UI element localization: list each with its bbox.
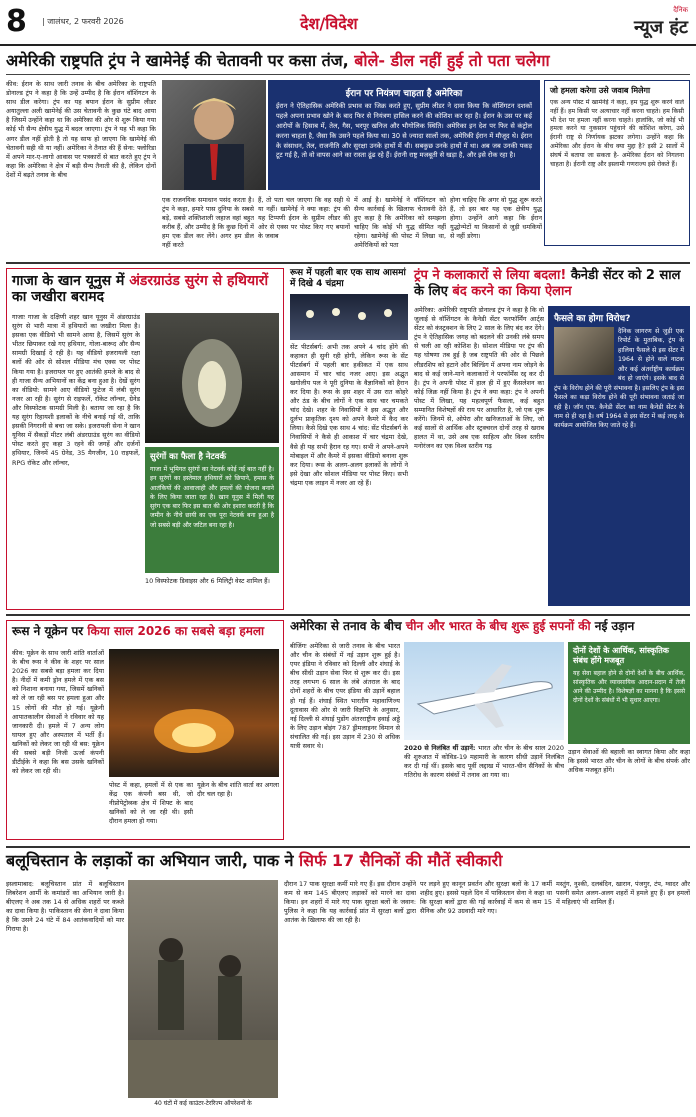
story1-mid-col2: हैं, तो पता चल जाएगा कि वह सही थे या नहीं। खामेनेई ने क्या कहा: ट्रंप की यह टिप्पणी ईरान के सुप्रीम लीडर की ओर से एक्स पर पोस्ट किए गए बयानों के जवाब (258, 196, 350, 241)
story1-navy-box (268, 80, 540, 190)
tunnel-photo (145, 313, 279, 443)
story5-text-right: यूक्रेन के बीच शांति वार्ता का अगला दौर चल रहा है। (197, 781, 279, 799)
story7-headline-red: सिर्फ 17 सैनिकों की मौतें स्वीकारी (299, 851, 503, 870)
navy-box-title: ईरान पर नियंत्रण चाहता है अमेरिका (345, 89, 463, 99)
story1-headline-red: बोले- डील नहीं हुई तो पता चलेगा (354, 51, 550, 70)
story4-headline-red1: ट्रंप ने कलाकारों से लिया बदला! (414, 268, 571, 283)
date-line: | जालंधर, 2 फरवरी 2026 (42, 17, 124, 26)
story4-box-title: फैसले का होगा विरोध? (554, 314, 631, 324)
divider (6, 614, 690, 616)
story4-headline-black: कैनेडी सेंटर को 2 साल के लिए (414, 268, 681, 299)
section-title: देश/विदेश (300, 14, 358, 33)
story7-headline-black1: बलूचिस्तान के लड़ाकों का अभियान जारी, पाक ने (6, 851, 300, 870)
moon-icon (290, 294, 408, 340)
story6-headline-black1: अमेरिका से तनाव के बीच (290, 619, 406, 633)
story5-box (6, 620, 284, 840)
story1-col1: कीव: ईरान के साथ जारी तनाव के बीच अमेरिका के राष्ट्रपति डोनाल्ड ट्रंप ने कहा है कि उन्हें उम्मीद है कि ईरान वॉशिंगटन के साथ डील करेगा। ट्रंप का यह बयान ईरान के सुप्रीम लीडर अयातुल्ला अली खामेनेई की उस चेतावनी के कुछ घंटे बाद आया है जिसमें उन्होंने कहा था कि अमेरिका की ओर से शुरू किया गया कोई भी सैन्य क्षेत्रीय युद्ध में बदल जाएगा। ट्रंप ने यह भी कहा कि अगर डील नहीं होती है तो यह साफ हो जाएगा कि खामेनेई की चेतावनी सही थी या नहीं। अमेरिका ने तैनात की हैं सेना: फ्लोरिडा में अपने मार-ए-लागो आवास पर पत्रकारों से बात करते हुए ट्रंप ने कहा कि अमेरिका ने क्षेत्र में बड़ी सैन्य तैनाती की है, लेकिन दोनों देशों में बढ़ते तनाव के बीच (6, 80, 156, 179)
soldiers-icon (128, 880, 278, 1098)
divider (6, 74, 690, 75)
kennedy-center-photo (554, 327, 614, 375)
story6-caption (404, 744, 564, 838)
divider (6, 262, 690, 264)
story4-box-text: दैनिक जागरण से जुड़ी एक रिपोर्ट के मुताबिक, ट्रंप के हालिया फैसले से इस सेंटर में 1964 से होने वाले नाटक और कई अंतर्राष्ट्रीय कार्यक्रम बंद हो जाएंगे। इसके बाद से ट्रंप के विरोध होने की पूरी संभावना है। इसलिए ट्रंप के इस फैसले का कड़ा विरोध होने की पूरी संभावना जताई जा रही है। जॉन एफ. कैनेडी सेंटर का नाम कैनेडी सेंटर के नाम से ही रहा है। वर्ष 1964 से इस सेंटर में कई तरह के कार्यक्रम आयोजित किए जाते रहे हैं। (554, 328, 684, 430)
green-box-title: सुरंगों का फैला है नेटवर्क (150, 452, 227, 462)
story7-caption: 40 घंटों में कई काउंटर-टेररिज्म ऑपरेशनों के (154, 1100, 252, 1107)
story7-text-right: पर लड़ने हुए कानून प्रवर्तन और सुरक्षा बलों के 17 कर्मी शहीद हुए। इससे पहले दिन में पाकिस्तान सेना ने कहा था कि सुरक्षा बलों द्वारा की गई कार्रवाई में कम से कम 15 सैनिक और 92 उग्रवादी मारे गए। (420, 880, 552, 916)
story6-text-left: बीजिंगः अमेरिका से जारी तनाव के बीच भारत और चीन के संबंधों में नई उड़ान शुरू हुई है। एयर इंडिया ने रविवार को दिल्ली और शंघाई के बीच सीधी उड़ान सेवा फिर से शुरू कर दी। इस तरह लगभग 6 साल के लंबे अंतराल के बाद दोनों शहरों के बीच एयर इंडिया की उड़ानें बहाल हो गई हैं। शंघाई स्थित भारतीय महावाणिज्य दूतावास की ओर से जारी विज्ञप्ति के अनुसार, नई दिल्ली से शंघाई पुडोंग अंतरराष्ट्रीय हवाई अड्डे के लिए उड़ान बोइंग 787 ड्रीमलाइनर विमान से संचालित की गई। इस उड़ान में 230 से अधिक यात्री सवार थे। (290, 642, 400, 751)
side-box-title: जो हमला करेगा उसे जवाब मिलेगा (550, 86, 651, 95)
story5-headline (12, 625, 280, 639)
story2-bottom-text: 10 विस्फोटक डिवाइस और 6 मिलिट्री वेस्ट शामिल हैं। (145, 577, 270, 585)
story5-text-mid: पोस्ट में कहा, हमलों में से एक का केंद्र एक कंपनी बस थी, जो नीप्रोपेट्रोव्स्क क्षेत्र में शिफ्ट के बाद खनिकों को ले जा रही थी। इसी दौरान हमला हो गया। (109, 781, 193, 826)
logo-big-text: न्यूज हंट (633, 17, 688, 38)
story5-text-left: कीव: यूक्रेन के साथ जारी शांति वार्ताओं के बीच रूस ने कीव के शहर पर साल 2026 का सबसे बड़ा हमला कर दिया है। नीदों में कमी ड्रोन हमले में एक बस को निशाना बनाया गया, जिसमें खनिकों को ले जा रही बस पर हमला हुआ और 15 लोगों की मौत हो गई। यूक्रेनी आपातकालीन सेवाओं ने रविवार को यह जानकारी दी। हमले में 7 अन्य लोग घायल हुए और अस्पताल में भर्ती हैं। खनिकों को लेकर जा रही थी बस: यूक्रेन की सबसे बड़ी निजी ऊर्जा कंपनी डीटीईके ने कहा कि बस उसके खनिकों को लेकर जा रही थी। (12, 649, 104, 776)
divider (6, 846, 690, 848)
story5-headline-red: किया साल 2026 का सबसे बड़ा हमला (87, 624, 265, 638)
story6-block (290, 620, 690, 840)
newspaper-logo (618, 6, 688, 40)
story1-mid-col1: एक राजनयिक समाधान पसंद करता है। ट्रंप ने कहा, हमारे पास दुनिया के सबसे बड़े, सबसे शक्तिशाली जहाज वहां बहुत करीब हैं, और उम्मीद है कि कुछ दिनों में हम एक डील कर लेंगे। अगर हम डील नहीं करते (162, 196, 254, 250)
story6-box-title: दोनों देशों के आर्थिक, सांस्कृतिक संबंध होंगे मजबूत (573, 646, 669, 666)
story7-text-left: इस्लामाबाद: बलूचिस्तान प्रांत में बलूचिस्तान लिबरेशन आर्मी के कमांडरों का अभियान जारी है। बीएलए ने अब तक 14 से अधिक शहरों पर कब्जे का दावा किया है। पाकिस्तान की सेना ने दावा किया है कि उसने 24 घंटे में 84 आतंकवादियों को मार गिराया है। (6, 880, 124, 934)
story6-green-box (568, 642, 690, 744)
story6-bottom-text: उड़ान सेवाओं की बहाली का स्वागत किया और कहा कि इससे भारत और चीन के लोगों के बीच संपर्क और अधिक मजबूत होंगे। (568, 748, 690, 775)
logo-small-text: दैनिक (673, 6, 688, 14)
story1-mid-col4: होना चाहिए कि अगर वो युद्ध शुरू करते हैं, तो इस बार यह एक क्षेत्रीय युद्ध होगा। उन्होंने आगे कहा कि ईरान युद्धोन्मेटों या किसानों से जुड़ी धमकियों से नहीं डरेगा। (450, 196, 542, 241)
story7-headline (6, 852, 690, 870)
story3-block (290, 268, 408, 610)
story6-headline-red: चीन और भारत के बीच शुरू हुई सपनों की (405, 619, 591, 633)
story2-headline-red: अंडरग्राउंड सुरंग से हथियारों (129, 273, 269, 289)
story3-headline: रूस में पहली बार एक साथ आसमां में दिखे 4 चंद्रमा (290, 268, 406, 290)
story4-navy-box (548, 306, 690, 606)
balochistan-photo (128, 880, 278, 1098)
moons-photo (290, 294, 408, 340)
story1-headline-black: अमेरिकी राष्ट्रपति ट्रंप ने खामेनेई की चेतावनी पर कसा तंज, (6, 51, 355, 70)
story6-caption-text: भारत और चीन के बीच साल 2020 की शुरुआत में कोविड-19 महामारी के कारण सीधी उड़ानें निलंबित कर दी गई थीं। इसके बाद पूर्वी लद्दाख में भारत-चीन सैनिकों के बीच गतिरोध के कारण संबंधों में तनाव आ गया था। (404, 744, 564, 780)
airplane-icon (404, 642, 564, 740)
story3-text: सेंट पीटर्सबर्ग: अभी तक अपने 4 चांद होंगे की कहावत ही सुनी रही होगी, लेकिन रूस के सेंट पीटर्सबर्ग में पहली बार हकीकत में एक साथ आसमान में चार चांद नजर आए। इस अद्भुत खगोलीय पल ने पूरी दुनिया के वैज्ञानिकों को हैरान कर दिया है। रूस के इस शहर में उस रात कोहरे और ठंड के बीच लोगों ने एक साथ चार चमकते चांद देखे। शहर के निवासियों ने इस अद्भुत और दुर्लभ प्राकृतिक दृश्य को अपने कैमरे में कैद कर लिया। कैसे दिखे एक साथ 4 चांद: सेंट पीटर्सबर्ग के निवासियों ने कैसे ही आकाश में चार चंद्रमा देखे, वैसे ही यह सभी हैरान रह गए। सभी ने अपने-अपने मोबाइल में और कैमरे में इसका वीडियो बनाना शुरू कर दिया। रूस के अलग-अलग इलाकों के लोगों ने इसे देखा और सोशल मीडिया पर पोस्ट किए। सभी चंद्रमा एक लाइन में नजर आ रहे हैं। (290, 342, 408, 487)
story4-headline-red2: बंद करने का किया ऐलान (452, 283, 572, 299)
story1-side-box (544, 80, 690, 246)
fire-icon (109, 649, 279, 777)
trump-photo (162, 80, 266, 190)
tunnel-icon (145, 313, 279, 443)
attack-photo (109, 649, 279, 777)
page-number: 8 (6, 4, 27, 39)
plane-photo (404, 642, 564, 740)
story2-green-box (145, 447, 279, 573)
story2-headline-black1: गाजा के खान यूनुस में (12, 273, 130, 289)
story6-headline (290, 620, 690, 634)
story2-headline-black2: का जखीरा बरामद (12, 289, 105, 306)
navy-box-text: ईरान ने ऐतिहासिक अमेरिकी प्रभाव का जिक्र करते हुए, सुप्रीम लीडर ने दावा किया कि वॉशिंगटन दशकों पहले अपना प्रभाव खोने के बाद फिर से नियंत्रण हासिल करने की कोशिश कर रहा है। ईरान के उस पर कई आरोपों के हिसाब में, तेल, गैस, भरपूर खनिज और भौगोलिक स्थिति। अमेरिका इन देश पर फिर से कंट्रोल करना चाहता है, जैसा कि उसने पहले किया था। 30 से ज्यादा सालों तक, अमेरिकी ईरान में मौजूद थे। ईरान के संसाधन, तेल, राजनीति और सुरक्षा उनके हाथों में थी। सबकुछ उनके हाथों में था। अब जब उनकी पकड़ टूट गई है, तो वो वापस आने का रास्ता ढूंढ रहे हैं। ईरानी राष्ट्र मजबूती से खड़ा है, और इसे रोक रहा है। (276, 102, 532, 160)
side-box-text: एक अन्य पोस्ट में खामेनेई ने कहा, हम युद्ध शुरू करने वाले नहीं हैं। हम किसी पर अत्याचार नहीं करना चाहते। हम किसी भी देश पर हमला नहीं करना चाहते। हालांकि, जो कोई भी हमला करने या नुकसान पहुंचाने की कोशिश करेगा, उसे ईरानी राष्ट्र से निर्णायक झटका लगेगा। उन्होंने कहा कि अमेरिका और ईरान के बीच क्या मुद्दा है? इसी 2 सालों में संघर्ष में बताया जा सकता है- अमेरिका ईरान को निगलना चाहता है। ईरानी राष्ट्र और इस्लामी गणराज्य इसे रोकते हैं। (550, 99, 684, 168)
story4-block (414, 268, 690, 610)
story4-text: अमेरिका: अमेरिकी राष्ट्रपति डोनाल्ड ट्रंप ने कहा है कि वो जुलाई से वॉशिंगटन के कैनेडी सेंटर फरफॉर्मिंग आर्ट्स सेंटर को कंस्ट्रक्शन के लिए 2 साल के लिए बंद कर देंगे। ट्रंप ने ऐतिहासिक जगह को बदलने की उनकी लंबे समय से चली आ रही कोशिश है। सोशल मीडिया पर ट्रंप की यह घोषणा तब हुई है जब राष्ट्रपति की ओर से पिछले लीडरशिप को हटाने और बिल्डिंग में अपना नाम जोड़ने के बाद से कई जाने-माने कलाकारों ने परफॉर्मेंस रद्द कर दी है। ट्रंप ने अपनी पोस्ट में हाल ही में हुए कैंसलेशन का कोई जिक्र नहीं किया है। ट्रंप ने क्या कहा: ट्रंप ने अपनी पोस्ट में लिखा, यह महत्वपूर्ण फैसला, कई बहुत सम्मानित विशेषज्ञों की राय पर आधारित है, जो एक शुरू करेंगे। जिनमें से, ओपेरा और खनिजताओं के लिए, जो कई सालों से आर्थिक और स्ट्रक्चरल दोनों तरह से खराब हालत में था, उसे अब एक साहित्य और विश्व स्तरीय मनोरंजन का एक विश्व स्तरीय गढ़ (414, 306, 544, 451)
green-box-text: गाजा में भूमिगत सुरंगों का नेटवर्क कोई नई बात नहीं है। इन सुरंगों का इस्तेमाल हथियारों को छिपाने, हमास के आतंकियों की आवाजाही और हमलों की योजना बनाने के लिए किया जाता रहा है। खान यूनुस में मिली यह सुरंग एक बार फिर इस बात की ओर इशारा करती है कि जमीन के नीचे छायी का एक पूरा नेटवर्क बना हुआ है जो सबसे बड़ी और जटिल बना रहा है। (150, 466, 274, 529)
story1-mid-col3: में आई है। खामेनेई ने वॉशिंगटन को सैन्य कार्रवाई के खिलाफ चेतावनी देते हुए कहा है कि अमेरिका को समझना चाहिए कि कोई भी युद्ध सीमित नहीं रहेगा। खामेनेई की पोस्ट में लिखा था, अमेरिकियों को पता (354, 196, 446, 250)
story6-box-text: यह सेवा बहाल होने से दोनों देशों के बीच आर्थिक, सांस्कृतिक और व्यावसायिक आदान-प्रदान में तेजी आने की उम्मीद है। विशेषज्ञों का मानना है कि इससे दोनों देशों के संबंधों में भी सुधार आएगा। (573, 669, 685, 704)
story2-headline (12, 273, 280, 305)
story7-text-mid: दौरान 17 पाक सुरक्षा कर्मी मारे गए हैं। इस दौरान उन्होंने कम से कम 145 बीएलए लड़ाकों को मारने का दावा किया। इन शहरों में मारे गए पाक सुरक्षा बलों के जवान: पुलिस ने कहा कि यह कार्रवाई प्रांत में सुरक्षा बलों द्वारा आतंक के खिलाफ की जा रही है। (284, 880, 416, 925)
story2-text: गाजाः गाजा के दक्षिणी शहर खान यूनुस में अंडरग्राउंड सुरंग से भारी मात्रा में हथियारों का जखीरा मिला है। इसका एक वीडियो भी सामने आया है, जिसमें सुरंग के भीतर छिपाकर रखे गए हथियार, गोला-बारूद और सैन्य सामग्री दिखाई दे रही है। यह वीडियो इजरायली रक्षा बलों की ओर से सोशल मीडिया मंच एक्स पर पोस्ट किया गया है। इजरायल पर हुए आतंकी हमले के बाद से ही गाजा सैन्य अभियानों का केंद्र बना हुआ है। देखें सुरंग का वीडियो: सामने आए वीडियो फुटेज में लंबी सुरंग नजर आ रही है। सुरंग से राइफलें, रॉकेट लॉन्चर, ग्रेनेड और विस्फोटक सामग्री मिली है। बताया जा रहा है कि यह सुरंग रिहायशी इलाकों के नीचे बनाई गई थी, ताकि इसकी निगरानी से बचा जा सके। इजरायली सेना ने खान यूनिस में सैकड़ों मीटर लंबी अंडरग्राउंड सुरंग का वीडियो पोस्ट करते हुए कहा 3 रहने की जगहें और दर्जनों हथियार, जिनमें 45 ग्रेनेड, 35 मैगजीन, 10 राइफलें, RPG रॉकेट और लॉन्चर, (12, 313, 140, 467)
story2-box (6, 268, 284, 610)
story5-headline-black: रूस ने यूक्रेन पर (12, 624, 88, 638)
story6-caption-title: 2020 से निलंबित थीं उड़ानें: (404, 744, 476, 752)
story6-headline-black2: नई उड़ान (590, 619, 635, 633)
story4-headline (414, 268, 690, 299)
masthead (0, 0, 696, 46)
story7-text-far: मस्तुंग, नुश्की, दलबंदिन, खारान, पंजगुर, टंप, ग्वादर और पसनी समेत अलग-अलग शहरों में हमले हुए हैं। इन हमलों में महिलाएं भी शामिल हैं। (556, 880, 690, 907)
person-photo-icon (162, 80, 266, 190)
story1-headline (6, 52, 690, 70)
